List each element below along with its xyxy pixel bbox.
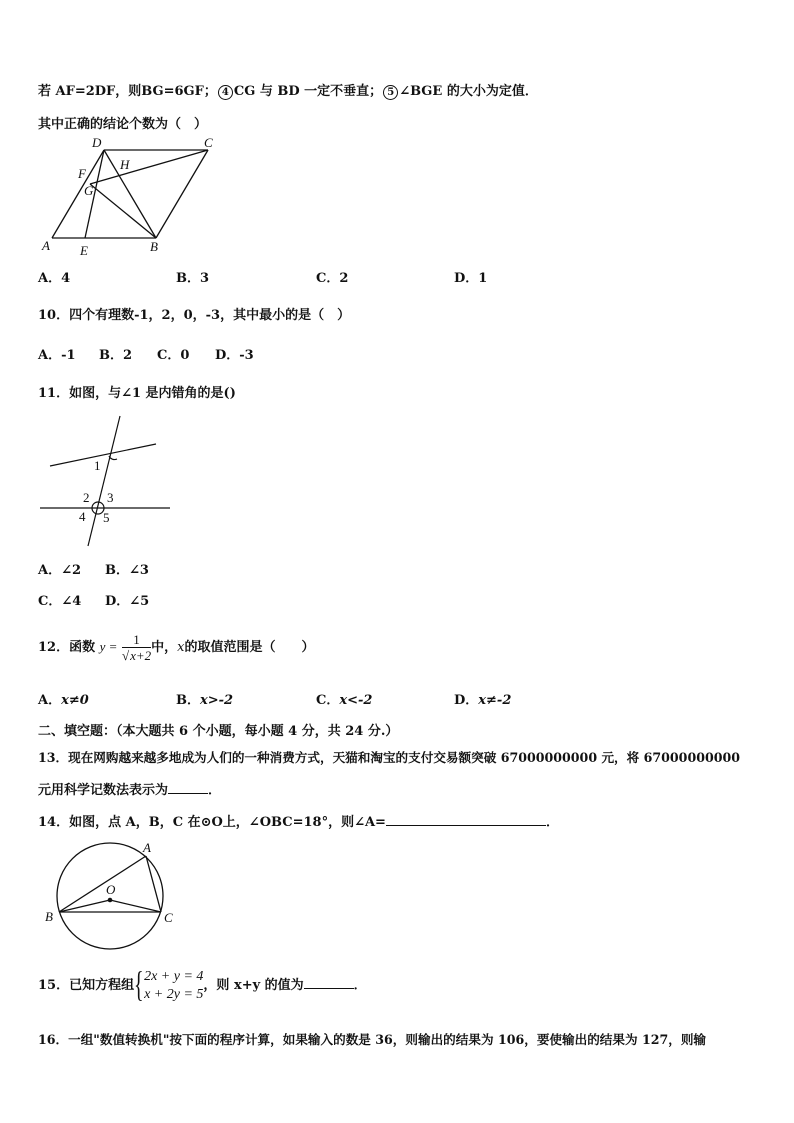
q12-option-b[interactable]: B．x>-2 <box>176 693 234 708</box>
circle-o-symbol: ⊙O <box>200 815 223 830</box>
q9-line2: 其中正确的结论个数为（ ） <box>38 117 208 132</box>
circle-label-A: A <box>143 840 151 855</box>
label-E: E <box>80 243 88 258</box>
label-A: A <box>42 238 50 253</box>
section2-title: 二、填空题：（本大题共 6 个小题，每小题 4 分，共 24 分.） <box>38 724 399 739</box>
q11-angle-figure <box>36 412 176 552</box>
q12-option-a[interactable]: A．x≠0 <box>38 693 89 708</box>
label-G: G <box>84 183 94 198</box>
q10-option-a[interactable]: A．-1 <box>38 348 76 363</box>
q9-option-b[interactable]: B．3 <box>176 271 210 286</box>
q10-stem: 10．四个有理数-1，2，0，-3，其中最小的是（ ） <box>38 308 351 323</box>
q12-option-d[interactable]: D．x≠-2 <box>454 693 512 708</box>
label-F: F <box>78 166 86 181</box>
circled-number-4: 4 <box>218 85 233 100</box>
q11-options-row1 <box>38 562 149 580</box>
q11-option-a[interactable]: A．∠2 <box>38 563 82 578</box>
q9-option-c[interactable]: C．2 <box>316 271 349 286</box>
q11-option-d[interactable]: D．∠5 <box>105 594 150 609</box>
q12-option-c[interactable]: C．x<-2 <box>316 693 373 708</box>
angle-label-5: 5 <box>103 510 110 525</box>
q14-answer-blank[interactable] <box>386 813 546 826</box>
q10-options <box>38 347 254 365</box>
angle-label-2: 2 <box>83 490 90 505</box>
q11-stem: 11．如图，与∠1 是内错角的是() <box>38 386 236 401</box>
angle-label-3: 3 <box>107 490 114 505</box>
q11-options-row2 <box>38 593 149 611</box>
q9-option-a[interactable]: A．4 <box>38 271 71 286</box>
q15-stem: 15．已知方程组 { 2x + y = 4 x + 2y = 5 ，则 x+y 的值为 ． <box>38 963 367 1004</box>
q14-stem: 14．如图，点 A，B，C 在⊙O上，∠OBC=18°，则∠A= ． <box>38 815 559 830</box>
label-D: D <box>92 135 102 150</box>
q9-option-d[interactable]: D．1 <box>454 271 488 286</box>
q16-line1: 16．一组"数值转换机"按下面的程序计算，如果输入的数是 36，则输出的结果为 106，要使输出的结果为 127，则输 <box>38 1032 707 1047</box>
q13-answer-blank[interactable] <box>168 781 208 794</box>
q9-options <box>38 270 487 288</box>
q14-circle-figure <box>40 838 190 958</box>
q11-option-c[interactable]: C．∠4 <box>38 594 82 609</box>
circle-label-B: B <box>45 909 53 924</box>
label-H: H <box>120 157 130 172</box>
q9-parallelogram-figure <box>36 134 226 259</box>
q13-line2: 元用科学记数法表示为 ． <box>38 783 222 798</box>
q11-option-b[interactable]: B．∠3 <box>105 563 149 578</box>
q10-option-b[interactable]: B．2 <box>99 348 133 363</box>
q10-option-c[interactable]: C．0 <box>157 348 190 363</box>
label-B: B <box>150 239 158 254</box>
label-C: C <box>204 135 213 150</box>
circle-label-C: C <box>164 910 173 925</box>
q12-fraction: $\frac{1}{√x+2}$ <box>121 631 152 663</box>
angle-label-4: 4 <box>79 509 86 524</box>
circle-label-O: O <box>106 882 116 897</box>
q9-line1: 若 AF=2DF，则BG=6GF； 4 CG 与 BD 一定不垂直； 5 ∠BGE 的大小为定值． <box>38 84 538 99</box>
q12-options <box>38 692 511 710</box>
q15-answer-blank[interactable] <box>304 976 354 989</box>
q15-equation-system: { 2x + y = 4 x + 2y = 5 <box>134 963 204 1004</box>
circled-number-5: 5 <box>383 85 398 100</box>
sqrt-symbol: √ <box>121 647 130 663</box>
angle-label-1: 1 <box>94 458 101 473</box>
q12-stem: 12．函数 y = $\frac{1}{√x+2}$ 中，x的取值范围是（ ） <box>38 631 315 663</box>
q10-option-d[interactable]: D．-3 <box>215 348 254 363</box>
q13-line1: 13．现在网购越来越多地成为人们的一种消费方式，天猫和淘宝的支付交易额突破 67000000000 元，将 67000000000 <box>38 750 741 765</box>
brace-symbol: { <box>134 963 144 1004</box>
